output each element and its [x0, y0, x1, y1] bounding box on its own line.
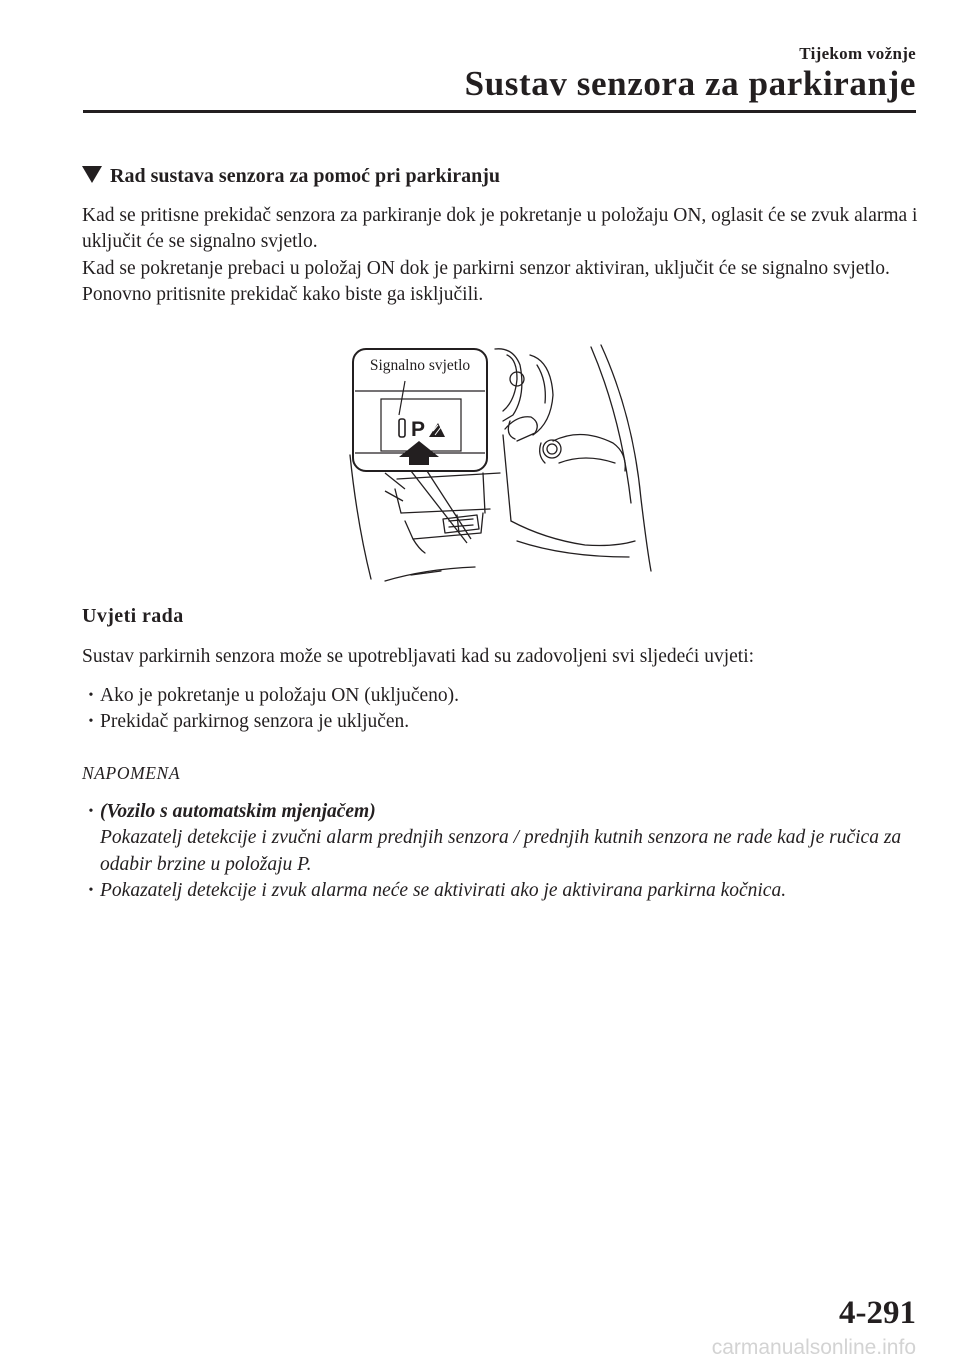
operating-conditions-heading: Uvjeti rada [82, 605, 184, 627]
section-heading-text: Rad sustava senzora za pomoć pri parkiranju [110, 165, 501, 187]
conditions-intro: Sustav parkirnih senzora može se upotrebljavati kad su zadovoljeni svi sljedeći uvjeti: [82, 646, 755, 667]
note-title: (Vozilo s automatskim mjenjačem) [100, 801, 376, 822]
bullet-icon: • [88, 883, 94, 899]
parking-sensor-switch-illustration [345, 343, 660, 583]
note-heading: NAPOMENA [82, 763, 181, 783]
list-item [82, 709, 459, 735]
list-item [82, 799, 932, 878]
note-body: Pokazatelj detekcije i zvuk alarma neće se aktivirati ako je aktivirana parkirna kočnica. [100, 880, 787, 902]
bullet-icon: • [88, 688, 94, 703]
conditions-list [82, 683, 459, 736]
intro-text [82, 203, 932, 309]
bullet-icon: • [88, 804, 94, 819]
header-rule [83, 110, 916, 113]
signal-light-callout-label: Signalno svjetlo [369, 357, 471, 374]
watermark: carmanualsonline.info [711, 1336, 916, 1359]
switch-p-glyph: P [411, 418, 426, 441]
paragraph: Ponovno pritisnite prekidač kako biste ga isključili. [82, 284, 484, 306]
list-item [82, 878, 932, 904]
page-number: 4-291 [839, 1295, 916, 1331]
list-item-text: Ako je pokretanje u položaju ON (uključeno). [100, 685, 460, 706]
paragraph: Kad se pritisne prekidač senzora za parkiranje dok je pokretanje u položaju ON, oglasit će se zvuk alarma i uključit će se signalno svjetlo. [82, 205, 918, 253]
list-item [82, 683, 459, 709]
triangle-marker-icon [82, 166, 102, 183]
page-title: Sustav senzora za parkiranje [464, 64, 916, 103]
paragraph: Kad se pokretanje prebaci u položaj ON dok je parkirni senzor aktiviran, uključit će se signalno svjetlo. [82, 257, 890, 279]
note-body: Pokazatelj detekcije i zvučni alarm prednjih senzora / prednjih kutnih senzora ne rade kad je ručica za odabir brzine u položaju P. [100, 827, 902, 875]
bullet-icon: • [88, 714, 94, 730]
chapter-label: Tijekom vožnje [799, 44, 916, 63]
list-item-text: Prekidač parkirnog senzora je uključen. [100, 711, 410, 733]
section-heading [82, 165, 500, 188]
note-list [82, 799, 932, 905]
